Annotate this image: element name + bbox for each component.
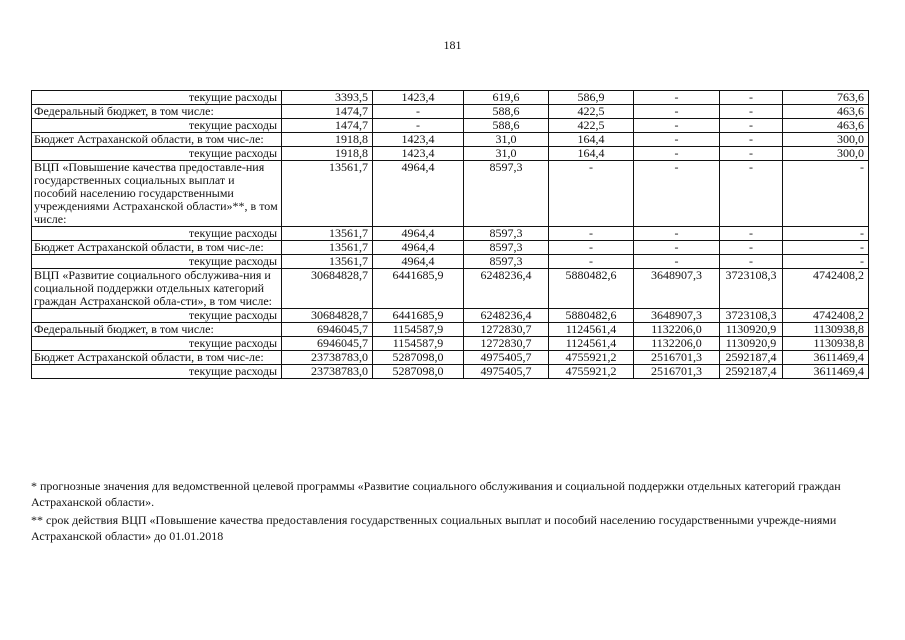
- table-cell: -: [549, 255, 634, 269]
- footnote-2: ** срок действия ВЦП «Повышение качества предоставления государственных социальных выплат и пособий населению государственными учрежде-ниями Астраханской области» до 01.01.2018: [31, 513, 837, 543]
- table-cell: 3723108,3: [720, 309, 783, 323]
- table-cell: 3648907,3: [634, 309, 720, 323]
- table-cell: -: [549, 161, 634, 227]
- table-cell: -: [634, 91, 720, 105]
- table-row: [32, 309, 869, 323]
- row-label: Бюджет Астраханской области, в том чис-ле:: [32, 241, 282, 255]
- table-cell: -: [634, 227, 720, 241]
- table-cell: 23738783,0: [282, 365, 373, 379]
- table-cell: 6441685,9: [373, 269, 464, 309]
- table-cell: 1423,4: [373, 133, 464, 147]
- table-row: [32, 227, 869, 241]
- table-cell: 463,6: [783, 119, 869, 133]
- table-row: [32, 337, 869, 351]
- table-cell: 3723108,3: [720, 269, 783, 309]
- row-sublabel: текущие расходы: [32, 91, 282, 105]
- table-cell: 1130938,8: [783, 323, 869, 337]
- table-cell: 463,6: [783, 105, 869, 119]
- table-cell: 4742408,2: [783, 309, 869, 323]
- table-cell: 23738783,0: [282, 351, 373, 365]
- table-cell: 5880482,6: [549, 269, 634, 309]
- table-cell: 2592187,4: [720, 365, 783, 379]
- table-cell: -: [373, 119, 464, 133]
- table-cell: 3611469,4: [783, 351, 869, 365]
- table-cell: 2516701,3: [634, 365, 720, 379]
- table-cell: -: [634, 119, 720, 133]
- table-row: [32, 365, 869, 379]
- row-sublabel: текущие расходы: [32, 337, 282, 351]
- table-cell: 3611469,4: [783, 365, 869, 379]
- table-cell: 1154587,9: [373, 337, 464, 351]
- table-cell: 31,0: [464, 147, 549, 161]
- table-cell: 586,9: [549, 91, 634, 105]
- table-cell: 8597,3: [464, 161, 549, 227]
- table-cell: -: [783, 161, 869, 227]
- row-sublabel: текущие расходы: [32, 255, 282, 269]
- table-cell: 4964,4: [373, 241, 464, 255]
- table-row: [32, 323, 869, 337]
- table-cell: 4964,4: [373, 255, 464, 269]
- table-cell: 1272830,7: [464, 323, 549, 337]
- table-cell: 8597,3: [464, 255, 549, 269]
- table-cell: 8597,3: [464, 241, 549, 255]
- table-cell: 6248236,4: [464, 269, 549, 309]
- table-cell: 13561,7: [282, 227, 373, 241]
- table-cell: 4975405,7: [464, 365, 549, 379]
- table-cell: 6946045,7: [282, 323, 373, 337]
- table-cell: -: [720, 255, 783, 269]
- table-cell: -: [720, 161, 783, 227]
- table-cell: 1132206,0: [634, 337, 720, 351]
- page-number: 181: [443, 38, 462, 52]
- table-cell: 1130938,8: [783, 337, 869, 351]
- table-cell: -: [549, 241, 634, 255]
- table-cell: 30684828,7: [282, 309, 373, 323]
- table-cell: 3648907,3: [634, 269, 720, 309]
- table-cell: -: [783, 241, 869, 255]
- table-cell: 4964,4: [373, 227, 464, 241]
- footnote-1: * прогнозные значения для ведомственной целевой программы «Развитие социального обслуживания и социальной поддержки отдельных категорий граждан Астраханской области».: [31, 479, 841, 509]
- budget-table: [31, 90, 869, 379]
- table-cell: 4742408,2: [783, 269, 869, 309]
- row-label: Федеральный бюджет, в том числе:: [32, 323, 282, 337]
- table-cell: 422,5: [549, 119, 634, 133]
- table-cell: -: [720, 241, 783, 255]
- table-cell: 300,0: [783, 133, 869, 147]
- table-cell: 4975405,7: [464, 351, 549, 365]
- table-cell: 763,6: [783, 91, 869, 105]
- table-cell: -: [720, 147, 783, 161]
- row-sublabel: текущие расходы: [32, 147, 282, 161]
- table-row: [32, 255, 869, 269]
- table-cell: -: [634, 161, 720, 227]
- table-cell: 4755921,2: [549, 365, 634, 379]
- table-row: [32, 147, 869, 161]
- table-cell: -: [634, 147, 720, 161]
- table-cell: -: [720, 105, 783, 119]
- table-cell: 1918,8: [282, 133, 373, 147]
- table-cell: 13561,7: [282, 161, 373, 227]
- table-cell: 1918,8: [282, 147, 373, 161]
- table-cell: 1474,7: [282, 105, 373, 119]
- table-cell: 6441685,9: [373, 309, 464, 323]
- table-cell: 5880482,6: [549, 309, 634, 323]
- table-cell: -: [373, 105, 464, 119]
- table-row: [32, 91, 869, 105]
- row-sublabel: текущие расходы: [32, 365, 282, 379]
- table-cell: -: [549, 227, 634, 241]
- footnotes: [31, 478, 876, 546]
- table-cell: -: [783, 255, 869, 269]
- table-cell: 1272830,7: [464, 337, 549, 351]
- table-row: [32, 133, 869, 147]
- table-row: [32, 351, 869, 365]
- table-row: [32, 241, 869, 255]
- table-cell: 1130920,9: [720, 323, 783, 337]
- row-sublabel: текущие расходы: [32, 227, 282, 241]
- row-label: Бюджет Астраханской области, в том чис-ле:: [32, 133, 282, 147]
- table-cell: -: [634, 133, 720, 147]
- table-cell: 2592187,4: [720, 351, 783, 365]
- table-cell: 13561,7: [282, 255, 373, 269]
- table-cell: 31,0: [464, 133, 549, 147]
- table-cell: 30684828,7: [282, 269, 373, 309]
- table-cell: 1124561,4: [549, 323, 634, 337]
- table-cell: 1154587,9: [373, 323, 464, 337]
- table-cell: -: [634, 241, 720, 255]
- table-cell: 8597,3: [464, 227, 549, 241]
- row-label: Бюджет Астраханской области, в том чис-ле:: [32, 351, 282, 365]
- table-cell: 1474,7: [282, 119, 373, 133]
- table-cell: -: [634, 105, 720, 119]
- table-row: [32, 161, 869, 227]
- table-cell: 300,0: [783, 147, 869, 161]
- row-label: Федеральный бюджет, в том числе:: [32, 105, 282, 119]
- table-cell: 1423,4: [373, 91, 464, 105]
- row-label: ВЦП «Развитие социального обслужива-ния и социальной поддержки отдельных категорий граждан Астраханской обла-сти», в том числе:: [32, 269, 282, 309]
- table-cell: 164,4: [549, 147, 634, 161]
- table-cell: 1130920,9: [720, 337, 783, 351]
- table-cell: 588,6: [464, 105, 549, 119]
- table-cell: 5287098,0: [373, 351, 464, 365]
- table-cell: 1132206,0: [634, 323, 720, 337]
- table-cell: -: [634, 255, 720, 269]
- row-sublabel: текущие расходы: [32, 309, 282, 323]
- table-cell: -: [783, 227, 869, 241]
- table-row: [32, 269, 869, 309]
- table-cell: 5287098,0: [373, 365, 464, 379]
- table-cell: 4755921,2: [549, 351, 634, 365]
- row-sublabel: текущие расходы: [32, 119, 282, 133]
- table-cell: 6248236,4: [464, 309, 549, 323]
- table-cell: -: [720, 119, 783, 133]
- table-cell: 6946045,7: [282, 337, 373, 351]
- table-row: [32, 105, 869, 119]
- table-cell: 619,6: [464, 91, 549, 105]
- table-cell: 1124561,4: [549, 337, 634, 351]
- table-cell: 2516701,3: [634, 351, 720, 365]
- table-cell: 588,6: [464, 119, 549, 133]
- table-cell: -: [720, 133, 783, 147]
- table-cell: 3393,5: [282, 91, 373, 105]
- table-cell: 13561,7: [282, 241, 373, 255]
- table-row: [32, 119, 869, 133]
- row-label: ВЦП «Повышение качества предоставле-ния государственных социальных выплат и пособий населению государственными учреждениями Астраханской области»**, в том числе:: [32, 161, 282, 227]
- table-cell: -: [720, 91, 783, 105]
- table-cell: 164,4: [549, 133, 634, 147]
- table-cell: 4964,4: [373, 161, 464, 227]
- table-cell: -: [720, 227, 783, 241]
- table-cell: 1423,4: [373, 147, 464, 161]
- table-cell: 422,5: [549, 105, 634, 119]
